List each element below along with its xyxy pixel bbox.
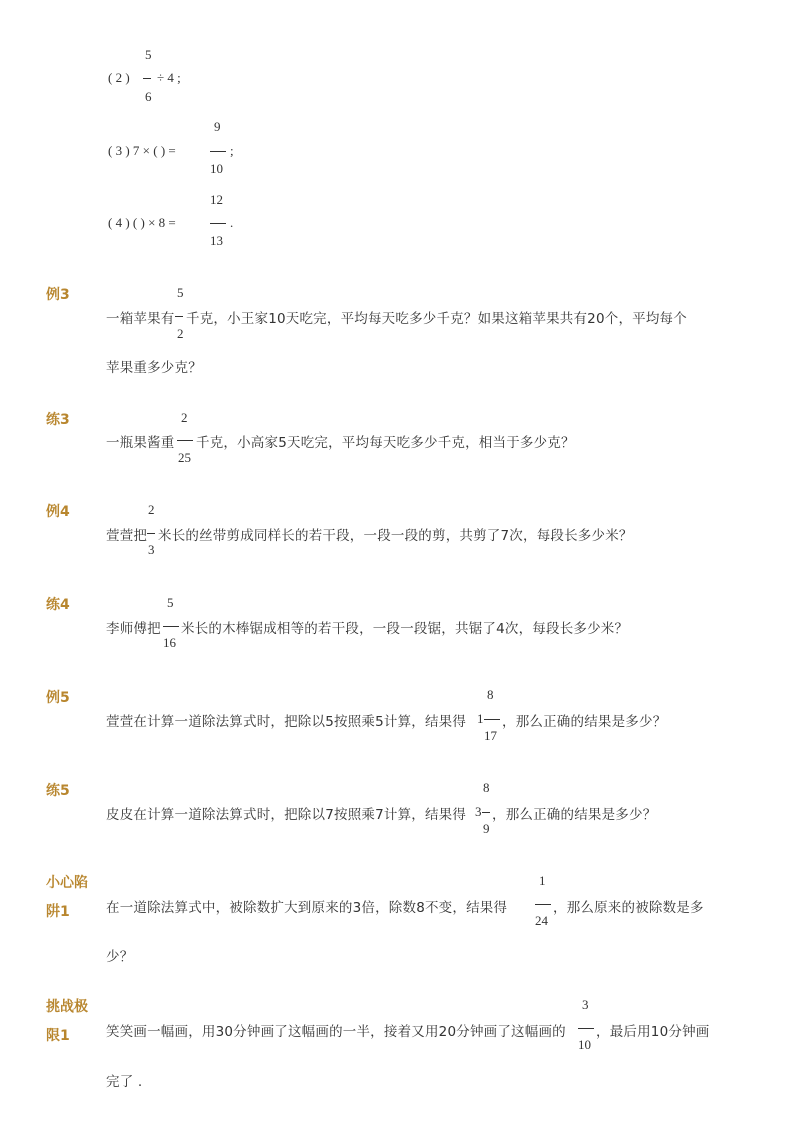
item-3-prefix: ( 3 ) 7 × ( ) = [108,143,176,158]
practice-3-text-after: 千克，小高家5天吃完，平均每天吃多少千克，相当于多少克？ [196,435,575,451]
trap-1-text-after: ，那么原来的被除数是多 [553,900,704,916]
trap-1-label-line1: 小心陷 [46,875,88,891]
example-4-numerator: 2 [148,502,155,517]
challenge-1-label-line1: 挑战极 [46,999,88,1015]
example-5-text-after: ，那么正确的结果是多少？ [502,714,667,730]
item-4-numerator: 12 [210,192,223,207]
practice-4-fraction-bar [163,626,179,627]
trap-1-label-line2: 阱1 [46,904,70,920]
item-2-numerator: 5 [145,47,152,62]
item-2-after: ÷ 4 ; [157,70,181,85]
item-2-denominator: 6 [145,89,152,104]
practice-5-text-before: 皮皮在计算一道除法算式时，把除以7按照乘7计算，结果得 [106,807,467,823]
trap-1-text-line2: 少？ [106,949,134,965]
item-3-numerator: 9 [214,119,221,134]
practice-3-numerator: 2 [181,410,188,425]
challenge-1-label-line2: 限1 [46,1028,70,1044]
challenge-1-denominator: 10 [578,1037,591,1052]
example-5-denominator: 17 [484,728,497,743]
example-5-fraction-bar [484,719,500,720]
practice-5-fraction-bar [482,812,490,813]
trap-1-text-before: 在一道除法算式中，被除数扩大到原来的3倍，除数8不变，结果得 [106,900,508,916]
practice-4-text-before: 李师傅把 [106,621,161,637]
example-5-whole-number: 1 [477,711,484,726]
practice-4-denominator: 16 [163,635,176,650]
practice-5-label: 练5 [46,783,70,799]
example-4-text-before: 萱萱把 [106,528,148,544]
item-4-prefix: ( 4 ) ( ) × 8 = [108,215,176,230]
example-5-text-before: 萱萱在计算一道除法算式时，把除以5按照乘5计算，结果得 [106,714,467,730]
challenge-1-text-line2: 完了 . [106,1074,143,1090]
example-3-fraction-bar [175,316,183,317]
example-3-numerator: 5 [177,285,184,300]
practice-3-label: 练3 [46,412,70,428]
practice-3-denominator: 25 [178,450,191,465]
practice-4-text-after: 米长的木棒锯成相等的若干段，一段一段锯，共锯了4次，每段长多少米？ [181,621,629,637]
item-2-fraction-bar [143,78,151,79]
example-5-numerator: 8 [487,687,494,702]
item-4-after: . [230,215,234,230]
item-3-after: ; [230,143,234,158]
example-3-text-before: 一箱苹果有 [106,311,175,327]
example-3-text-after: 千克，小王家10天吃完，平均每天吃多少千克？如果这箱苹果共有20个，平均每个 [186,311,687,327]
example-4-text-after: 米长的丝带剪成同样长的若干段，一段一段的剪，共剪了7次，每段长多少米？ [158,528,633,544]
practice-5-text-after: ，那么正确的结果是多少？ [492,807,657,823]
trap-1-numerator: 1 [539,873,546,888]
item-4-denominator: 13 [210,233,223,248]
challenge-1-text-after: ，最后用10分钟画 [596,1024,710,1040]
challenge-1-fraction-bar [578,1028,594,1029]
example-3-label: 例3 [46,287,70,303]
example-4-fraction-bar [147,533,155,534]
practice-4-label: 练4 [46,597,70,613]
example-4-denominator: 3 [148,542,155,557]
practice-5-denominator: 9 [483,821,490,836]
item-3-denominator: 10 [210,161,223,176]
example-3-text-line2: 苹果重多少克？ [106,360,202,376]
practice-5-whole-number: 3 [475,804,482,819]
item-4-fraction-bar [210,223,226,224]
example-3-denominator: 2 [177,326,184,341]
practice-5-numerator: 8 [483,780,490,795]
trap-1-denominator: 24 [535,913,548,928]
challenge-1-text-before: 笑笑画一幅画，用30分钟画了这幅画的一半，接着又用20分钟画了这幅画的 [106,1024,566,1040]
trap-1-fraction-bar [535,904,551,905]
item-2-prefix: ( 2 ) [108,70,130,85]
practice-4-numerator: 5 [167,595,174,610]
item-3-fraction-bar [210,151,226,152]
practice-3-text-before: 一瓶果酱重 [106,435,175,451]
example-4-label: 例4 [46,504,70,520]
practice-3-fraction-bar [177,440,193,441]
challenge-1-numerator: 3 [582,997,589,1012]
example-5-label: 例5 [46,690,70,706]
